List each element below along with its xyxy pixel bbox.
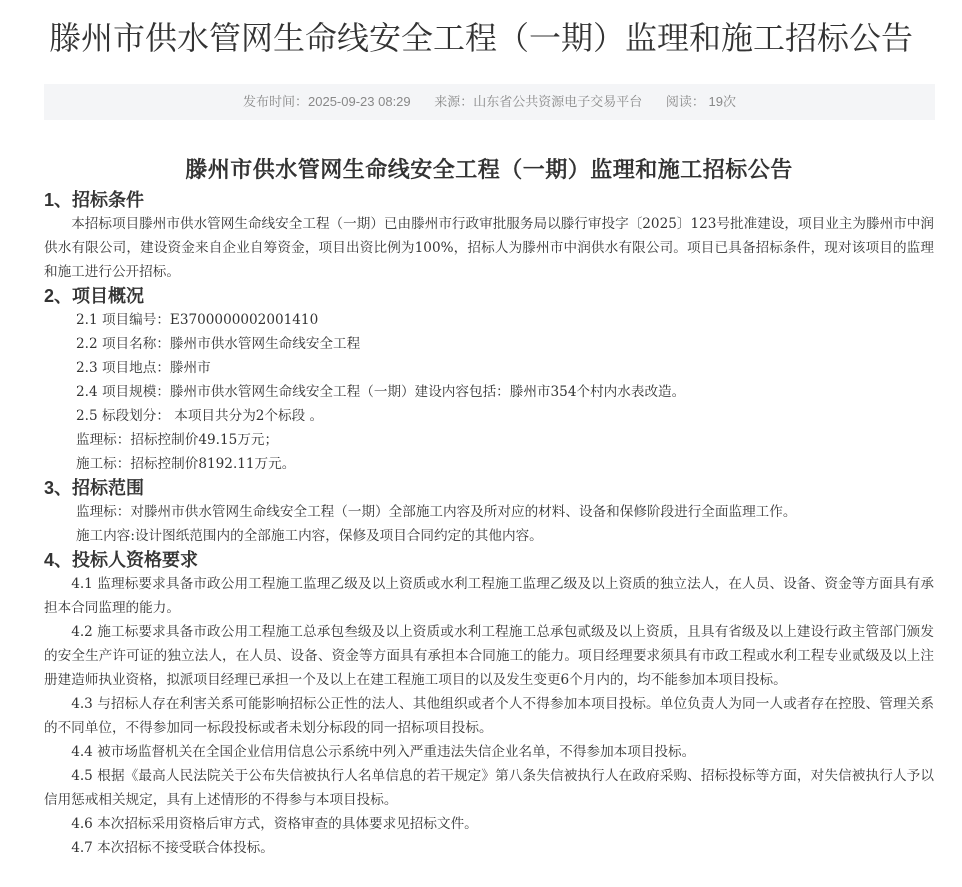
construction-scope: 施工内容:设计图纸范围内的全部施工内容，保修及项目合同约定的其他内容。 — [76, 528, 543, 544]
article-body — [44, 152, 934, 860]
source: 来源：山东省公共资源电子交易平台 — [434, 94, 643, 109]
project-location: 2.3 项目地点：滕州市 — [76, 360, 211, 376]
qualification-4-1: 4.1 监理标要求具备市政公用工程施工监理乙级及以上资质或水利工程施工监理乙级及以上资质的独立法人，在人员、设备、资金等方面具有承担本合同监理的能力。 — [44, 576, 934, 616]
project-name: 2.2 项目名称：滕州市供水管网生命线安全工程 — [76, 336, 361, 352]
qualification-4-5: 4.5 根据《最高人民法院关于公布失信被执行人名单信息的若干规定》第八条失信被执行人在政府采购、招标投标等方面，对失信被执行人予以信用惩戒相关规定，具有上述情形的不得参与本项目投标。 — [44, 768, 934, 808]
section-heading-bidding-scope: 3、招标范围 — [44, 478, 145, 498]
qualification-4-4: 4.4 被市场监督机关在全国企业信用信息公示系统中列入严重违法失信企业名单，不得参加本项目投标。 — [71, 744, 696, 760]
section-heading-bidding-conditions: 1、招标条件 — [44, 190, 145, 210]
meta-bar — [44, 84, 935, 120]
qualification-4-6: 4.6 本次招标采用资格后审方式，资格审查的具体要求见招标文件。 — [71, 816, 478, 832]
project-scale: 2.4 项目规模：滕州市供水管网生命线安全工程（一期）建设内容包括：滕州市354个村内水表改造。 — [76, 384, 686, 400]
paragraph: 本招标项目滕州市供水管网生命线安全工程（一期）已由滕州市行政审批服务局以滕行审投字〔2025〕123号批准建设，项目业主为滕州市中润供水有限公司，建设资金来自企业自筹资金，项目出资比例为100%，招标人为滕州市中润供水有限公司。项目已具备招标条件，现对该项目的监理和施工进行公开招标。 — [44, 216, 934, 280]
read-count: 阅读： 19次 — [665, 94, 736, 109]
qualification-4-7: 4.7 本次招标不接受联合体投标。 — [71, 840, 274, 856]
lot-division: 2.5 标段划分： 本项目共分为2个标段 。 — [76, 408, 324, 424]
publish-time: 发布时间：2025-09-23 08:29 — [243, 94, 411, 109]
section-heading-bidder-qualifications: 4、投标人资格要求 — [44, 550, 199, 570]
qualification-4-2: 4.2 施工标要求具备市政公用工程施工总承包叁级及以上资质或水利工程施工总承包贰级及以上资质，且具有省级及以上建设行政主管部门颁发的安全生产许可证的独立法人，在人员、设备、资金等方面具有承担本合同施工的能力。项目经理要求须具有市政工程或水利工程专业贰级及以上注册建造师执业资格，拟派项目经理已承担一个及以上在建工程施工项目的以及发生变更6个月内的，均不能参加本项目投标。 — [44, 624, 934, 688]
supervision-lot-price: 监理标：招标控制价49.15万元； — [76, 432, 279, 448]
supervision-scope: 监理标：对滕州市供水管网生命线安全工程（一期）全部施工内容及所对应的材料、设备和保修阶段进行全面监理工作。 — [76, 504, 797, 520]
page-title: 滕州市供水管网生命线安全工程（一期）监理和施工招标公告 — [48, 20, 913, 56]
qualification-4-3: 4.3 与招标人存在利害关系可能影响招标公正性的法人、其他组织或者个人不得参加本项目投标。单位负责人为同一人或者存在控股、管理关系的不同单位，不得参加同一标段投标或者未划分标段的同一招标项目投标。 — [44, 696, 934, 736]
article-title: 滕州市供水管网生命线安全工程（一期）监理和施工招标公告 — [185, 157, 793, 182]
project-number: 2.1 项目编号：E3700000002001410 — [76, 312, 319, 328]
construction-lot-price: 施工标：招标控制价8192.11万元。 — [76, 456, 296, 472]
section-heading-project-overview: 2、项目概况 — [44, 286, 145, 306]
